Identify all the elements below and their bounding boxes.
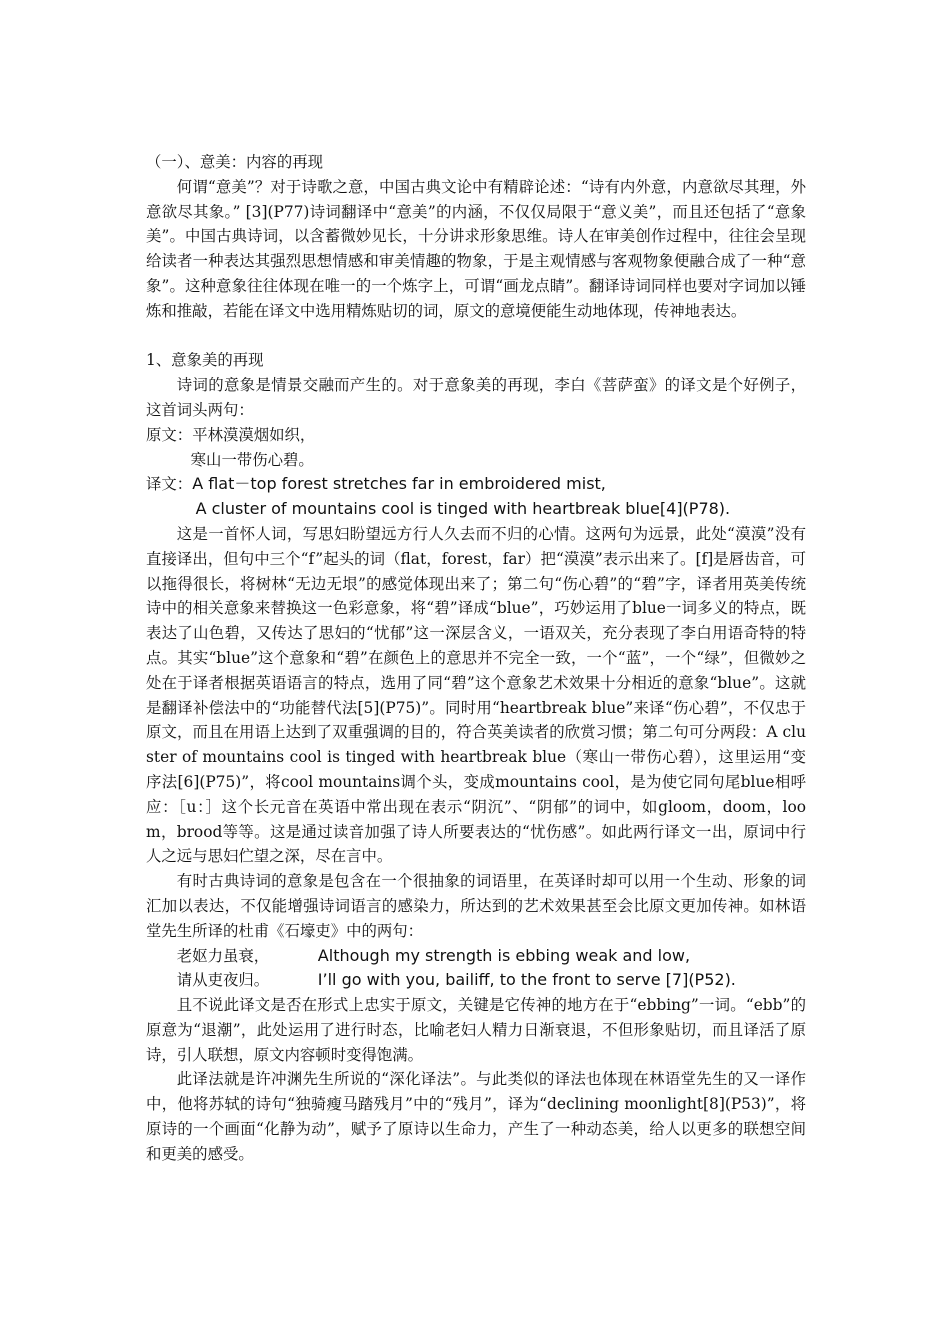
poem-line-2-english: I’ll go with you, bailiff, to the front to serve [7](P52). [317, 970, 736, 990]
original-line-2: 寒山一带伤心碧。 [190, 450, 314, 469]
analysis-paragraph: 这是一首怀人词，写思妇盼望远方行人久去而不归的心情。这两句为远景，此处“漠漠”没有直接译出，但句中三个“f”起头的词（flat，forest，far）把“漠漠”表示出来了。[f]是唇齿音，可以拖得很长，将树林“无边无垠”的感觉体现出来了；第二句“伤心碧”的“碧”字，译者用英美传统诗中的相关意象来替换这一色彩意象，将“碧”译成“blue”，巧妙运用了blue一词多义的特点，既表达了山色碧，又传达了思妇的“忧郁”这一深层含义，一语双关，充分表现了李白用语奇特的特点。其实“blue”这个意象和“碧”在颜色上的意思并不完全一致，一个“蓝”，一个“绿”，但微妙之处在于译者根据英语语言的特点，选用了同“碧”这个意象艺术效果十分相近的意象“blue”。这就是翻译补偿法中的“功能替代法[5](P75)”。同时用“heartbreak blue”来译“伤心碧”，不仅忠于原文，而且在用语上达到了双重强调的目的，符合英美读者的欣赏习惯；第二句可分两段：A cluster of mountains cool is tinged with heartbreak blue（寒山一带伤心碧），这里运用“变序法[6](P75)”，将cool mountains调个头，变成mountains cool，是为使它同句尾blue相呼应：［u：］这个长元音在英语中常出现在表示“阴沉”、“阴郁”的词中，如gloom，doom，loom，brood等等。这是通过读音加强了诗人所要表达的“忧伤感”。如此两行译文一出，原词中行人之远与思妇伫望之深，尽在言中。 [146, 524, 806, 866]
final-paragraph: 此译法就是许冲渊先生所说的“深化译法”。与此类似的译法也体现在林语堂先生的又一译作中，他将苏轼的诗句“独骑瘦马踏残月”中的“残月”，译为“declining moonlight[8](P53)”，将原诗的一个画面“化静为动”，赋予了原诗以生命力，产生了一种动态美，给人以更多的联想空间和更美的感受。 [146, 1070, 806, 1163]
poem-line-2 [146, 968, 806, 993]
original-text-row [146, 423, 806, 448]
poem-line-1 [146, 944, 806, 969]
original-label: 原文： [146, 425, 193, 444]
intro-paragraph: 何谓“意美”？对于诗歌之意，中国古典文论中有精辟论述：“诗有内外意，内意欲尽其理，外意欲尽其象。” [3](P77)诗词翻译中“意美”的内涵，不仅仅局限于“意义美”，而且还包括了“意象美”。中国古典诗词，以含蓄微妙见长，十分讲求形象思维。诗人在审美创作过程中，往往会呈现给读者一种表达其强烈思想情感和审美情趣的物象，于是主观情感与客观物象便融合成了一种“意象”。这种意象往往体现在唯一的一个炼字上，可谓“画龙点睛”。翻译诗词同样也要对字词加以锤炼和推敲，若能在译文中选用精炼贴切的词，原文的意境便能生动地体现，传神地表达。 [146, 177, 806, 320]
subsection-heading: 1、意象美的再现 [146, 351, 264, 370]
poem-line-1-english: Although my strength is ebbing weak and low, [317, 945, 691, 965]
poem-line-1-chinese: 老妪力虽衰， [176, 946, 270, 965]
translation-line-1: A flat－top forest stretches far in embroidered mist, [192, 474, 606, 494]
poem-line-2-chinese: 请从吏夜归。 [176, 971, 270, 990]
abstract-imagery-paragraph: 有时古典诗词的意象是包含在一个很抽象的词语里，在英译时却可以用一个生动、形象的词汇加以表达，不仅能增强诗词语言的感染力，所达到的艺术效果甚至会比原文更加传神。如林语堂先生所译的杜甫《石壕吏》中的两句： [146, 872, 806, 940]
ebbing-paragraph: 且不说此译文是否在形式上忠实于原文，关键是它传神的地方在于“ebbing”一词。“ebb”的原意为“退潮”，此处运用了进行时态，比喻老妇人精力日渐衰退，不但形象贴切，而且译活了原诗，引人联想，原文内容顿时变得饱满。 [146, 996, 806, 1064]
original-line-1: 平林漠漠烟如织， [192, 425, 316, 444]
subsection-intro-paragraph: 诗词的意象是情景交融而产生的。对于意象美的再现，李白《菩萨蛮》的译文是个好例子，这首词头两句： [146, 376, 806, 419]
translation-line-2: A cluster of mountains cool is tinged with heartbreak blue[4](P78). [195, 499, 731, 519]
document-body [146, 150, 806, 1167]
section-heading: （一）、意美：内容的再现 [146, 153, 323, 171]
blank-line [146, 324, 806, 349]
translation-label: 译文： [146, 475, 193, 494]
translation-text-row [146, 472, 806, 497]
